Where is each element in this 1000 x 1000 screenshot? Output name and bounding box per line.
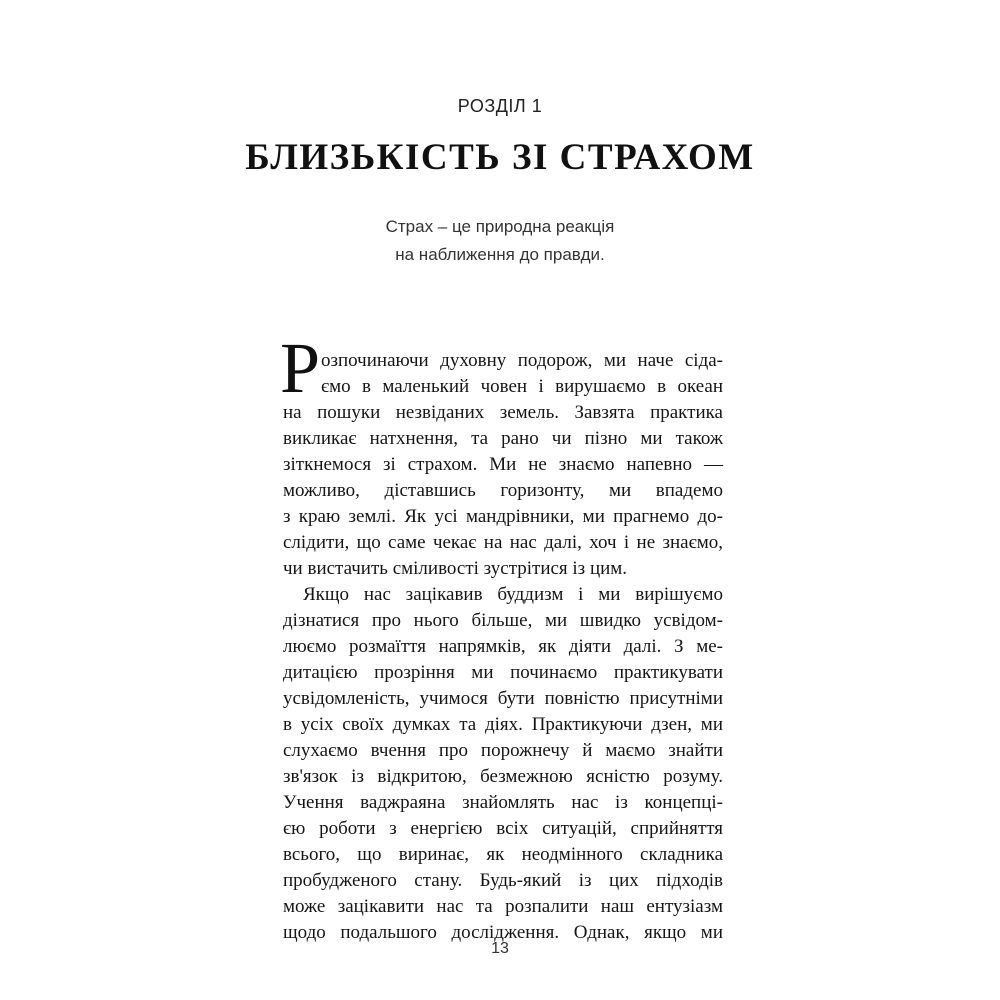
chapter-title: БЛИЗЬКІСТЬ ЗІ СТРАХОМ (245, 137, 755, 178)
paragraph-line: викликає натхнення, та рано чи пізно ми також (283, 428, 723, 449)
paragraph-line: може зацікавити нас та розпалити наш ентузіазм (283, 896, 723, 917)
paragraph-line: Якщо нас зацікавив буддизм і ми вирішуємо (303, 584, 723, 605)
paragraph-line: можливо, діставшись горизонту, ми впадемо (283, 480, 723, 501)
paragraph-line: всього, що виринає, як неодмінного складника (283, 844, 723, 865)
paragraph-line: щодо подальшого дослідження. Однак, якщо ми (283, 922, 723, 943)
paragraph-line: в усіх своїх думках та діях. Практикуючи дзен, ми (283, 714, 723, 735)
paragraph-line: з краю землі. Як усі мандрівники, ми прагнемо до- (283, 506, 723, 527)
epigraph-line: на наближення до правди. (395, 245, 605, 264)
paragraph-line: на пошуки незвіданих земель. Завзята практика (283, 402, 723, 423)
paragraph-line: люємо розмаїття напрямків, як діяти далі. З ме- (283, 636, 723, 657)
drop-cap: Р (280, 328, 321, 408)
paragraph-line: слухаємо вчення про порожнечу й маємо знайти (283, 740, 723, 761)
paragraph-line: зв'язок із відкритою, безмежною ясністю розуму. (283, 766, 723, 787)
paragraph-line: дитацією прозріння ми починаємо практикувати (283, 662, 723, 683)
paragraph-line: Учення ваджраяна знайомлять нас із концепці- (283, 792, 723, 813)
paragraph-line: озпочинаючи духовну подорож, ми наче сіда- (321, 350, 723, 371)
paragraph-line: зіткнемося зі страхом. Ми не знаємо напевно — (283, 454, 723, 475)
epigraph-line: Страх – це природна реакція (385, 217, 615, 236)
page-number: 13 (491, 940, 509, 957)
epigraph (0, 213, 1000, 269)
paragraph-line: пробудженого стану. Будь-який із цих підходів (283, 870, 723, 891)
paragraph-line: усвідомленість, учимося бути повністю присутніми (283, 688, 723, 709)
paragraph-line: чи вистачить сміливості зустрітися із цим. (283, 558, 628, 579)
chapter-label: РОЗДІЛ 1 (457, 96, 543, 116)
paragraph-line: єю роботи з енергією всіх ситуацій, сприйняття (283, 818, 723, 839)
paragraph-line: ємо в маленький човен і вирушаємо в океан (321, 376, 723, 397)
paragraph-line: дізнатися про нього більше, ми швидко усвідом- (283, 610, 723, 631)
paragraph-line: слідити, що саме чекає на нас далі, хоч і не знаємо, (283, 532, 723, 553)
